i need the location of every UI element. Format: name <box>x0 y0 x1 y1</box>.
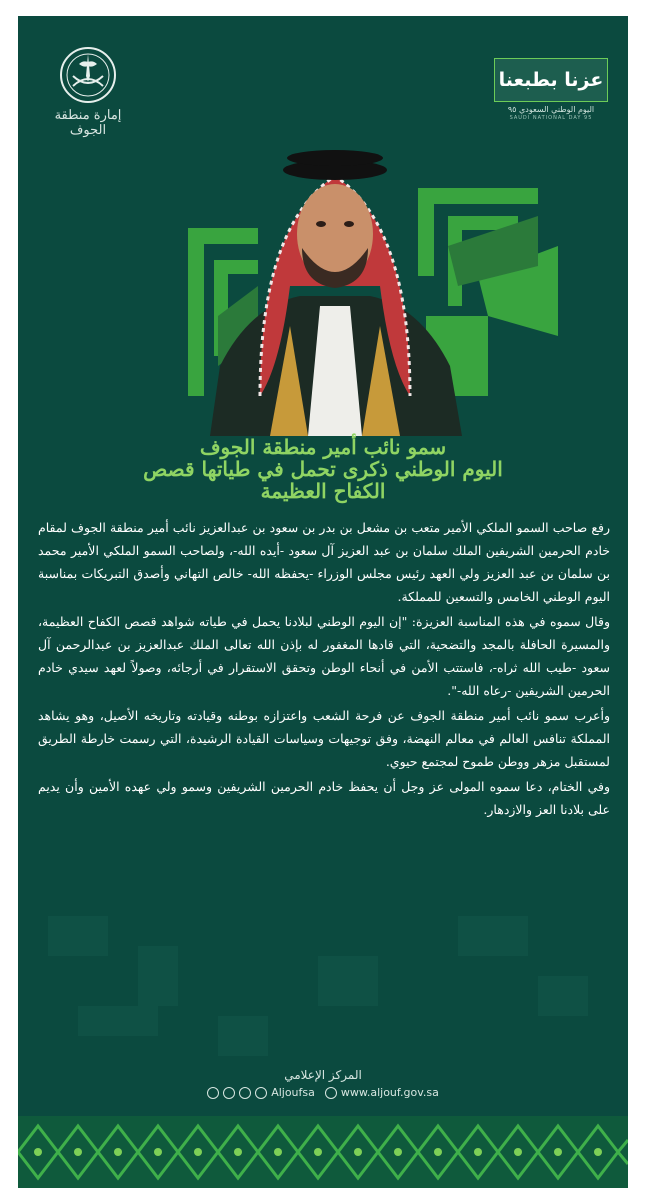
snapchat-icon <box>239 1087 251 1099</box>
poster <box>18 16 628 1188</box>
saudi-emblem-icon <box>59 46 117 104</box>
website-link[interactable] <box>325 1086 439 1099</box>
org-name: إمارة منطقة الجوف <box>54 108 122 138</box>
instagram-icon <box>223 1087 235 1099</box>
badge-subtitle: اليوم الوطني السعودي ٩٥ <box>507 105 595 114</box>
headline-line-1: سمو نائب أمير منطقة الجوف <box>199 435 447 459</box>
national-day-badge <box>492 58 610 120</box>
badge-box <box>494 58 608 102</box>
x-icon <box>207 1087 219 1099</box>
media-center-label: المركز الإعلامي <box>284 1068 362 1082</box>
headline-line-2: اليوم الوطني ذكرى تحمل في طياتها قصص <box>143 457 503 481</box>
paragraph-2: وقال سموه في هذه المناسبة العزيزة: "إن اليوم الوطني لبلادنا يحمل في طياته شواهد قصص الكفاح العظيمة، والمسيرة الحافلة بالمجد والتضحية، التي قادها المغفور له بإذن الله تعالى الملك عبدالعزيز بن عبدالرحمن آل سعود -طيب الله ثراه-، فاستتب الأمن في أنحاء الوطن وتحقق الاستقرار في أرجائه، وصولاً لعهد سيدي خادم الحرمين الشريفين -رعاه الله-". <box>38 614 610 698</box>
paragraph-4: وفي الختام، دعا سموه المولى عز وجل أن يحفظ خادم الحرمين الشريفين وسمو ولي عهده الأمين وأن يديم على بلادنا العز والازدهار. <box>38 779 611 817</box>
youtube-icon <box>255 1087 267 1099</box>
article-body <box>38 516 610 823</box>
bottom-pattern-border <box>18 1116 628 1188</box>
paragraph-3: وأعرب سمو نائب أمير منطقة الجوف عن فرحة الشعب واعتزازه بوطنه وقيادته وتاريخه الأصيل، وهو يشاهد المملكة تنافس العالم في معالم النهضة، وفق توجيهات وسياسات القيادة الرشيدة، التي رسمت خارطة الطريق لمستقبل مزهر ووطن طموح لمجتمع حيوي. <box>38 708 610 769</box>
footer-links <box>18 1086 628 1099</box>
website-url: www.aljouf.gov.sa <box>340 1086 439 1099</box>
badge-title: عزنا بطبعنا <box>498 69 604 91</box>
globe-icon <box>325 1087 337 1099</box>
headline <box>58 436 588 502</box>
badge-tagline: SAUDI NATIONAL DAY 95 <box>509 115 593 121</box>
paragraph-1: رفع صاحب السمو الملكي الأمير متعب بن مشعل بن بدر بن سعود بن عبدالعزيز نائب أمير منطقة الجوف لمقام خادم الحرمين الشريفين الملك سلمان بن عبد العزيز آل سعود -أيده الله-، ولصاحب السمو الملكي الأمير محمد بن سلمان بن عبد العزيز ولي العهد رئيس مجلس الوزراء -يحفظه الله- خالص التهاني وأصدق التبريكات بمناسبة اليوم الوطني الخامس والتسعين للمملكة. <box>38 520 610 604</box>
headline-line-3: الكفاح العظيمة <box>260 479 386 503</box>
social-handle: Aljoufsa <box>271 1086 315 1099</box>
portrait-photo <box>190 136 480 436</box>
emblem <box>48 46 128 138</box>
social-links[interactable] <box>207 1086 315 1099</box>
footer <box>18 1068 628 1099</box>
